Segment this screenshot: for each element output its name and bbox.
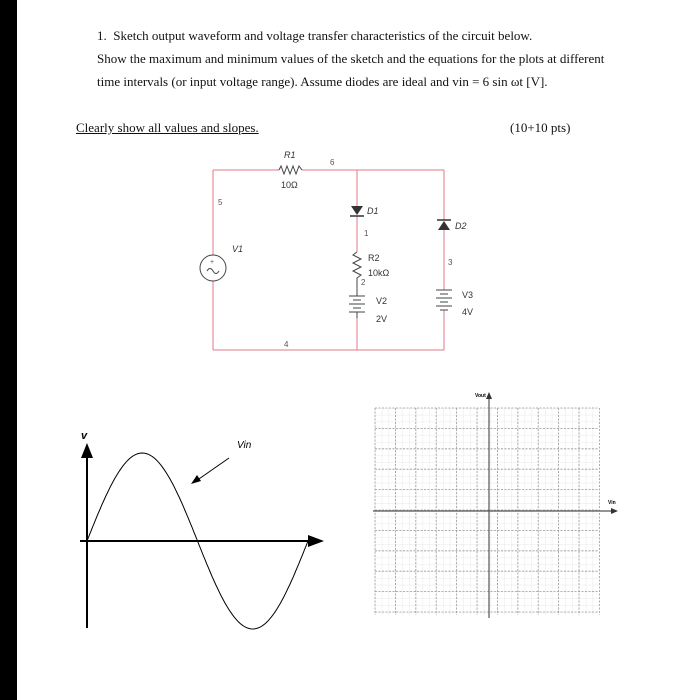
input-y-axis-arrow xyxy=(81,443,93,458)
vin-curve-label: Vin xyxy=(237,440,252,451)
question-text-1: Sketch output waveform and voltage transfer characteristics of the circuit below. xyxy=(113,28,533,43)
node-3-label: 3 xyxy=(448,258,453,267)
r2-resistor-symbol xyxy=(353,252,361,288)
r1-value: 10Ω xyxy=(281,180,298,190)
instruction-text: Clearly show all values and slopes. xyxy=(76,120,259,135)
vtc-y-axis-arrow xyxy=(486,392,492,399)
vin-pointer-arrowhead xyxy=(191,475,201,484)
question-line-3: time intervals (or input voltage range). Assume diodes are ideal and vin = 6 sin ωt [V]. xyxy=(97,74,548,89)
r2-value: 10kΩ xyxy=(368,268,390,278)
vtc-x-axis-arrow xyxy=(611,508,618,514)
question-number: 1. xyxy=(97,28,107,43)
v1-source-symbol xyxy=(200,252,226,284)
vtc-x-axis-label: Vin xyxy=(608,500,616,506)
v3-label: V3 xyxy=(462,290,474,300)
circuit-diagram xyxy=(200,150,473,350)
v1-plus-sign: + xyxy=(210,259,215,266)
input-waveform-plot xyxy=(80,430,324,629)
input-y-axis-label: v xyxy=(81,430,88,442)
v3-battery-symbol xyxy=(436,290,452,310)
r1-label: R1 xyxy=(284,150,296,160)
input-x-axis-arrow xyxy=(308,535,324,547)
v2-label: V2 xyxy=(376,296,388,306)
v3-value: 4V xyxy=(462,307,474,317)
vtc-plot xyxy=(373,392,618,618)
d2-diode-symbol xyxy=(437,220,451,230)
circuit-wires xyxy=(213,170,444,350)
vin-pointer-line xyxy=(196,458,229,481)
v2-value: 2V xyxy=(376,314,388,324)
r1-resistor-symbol xyxy=(279,166,302,174)
d1-diode-symbol xyxy=(350,206,364,216)
node-6-label: 6 xyxy=(330,158,335,167)
d2-label: D2 xyxy=(455,221,467,231)
d1-label: D1 xyxy=(367,206,379,216)
r2-label: R2 xyxy=(368,253,380,263)
node-5-label: 5 xyxy=(218,198,223,207)
question-line-2: Show the maximum and minimum values of the sketch and the equations for the plots at different xyxy=(97,51,605,66)
vtc-y-axis-label: Vout xyxy=(475,393,486,399)
node-4-label: 4 xyxy=(284,340,289,349)
node-2-label: 2 xyxy=(361,278,366,287)
v2-battery-symbol xyxy=(349,288,365,318)
points-label: (10+10 pts) xyxy=(510,120,571,135)
node-1-label: 1 xyxy=(364,229,369,238)
v1-label: V1 xyxy=(232,244,244,254)
